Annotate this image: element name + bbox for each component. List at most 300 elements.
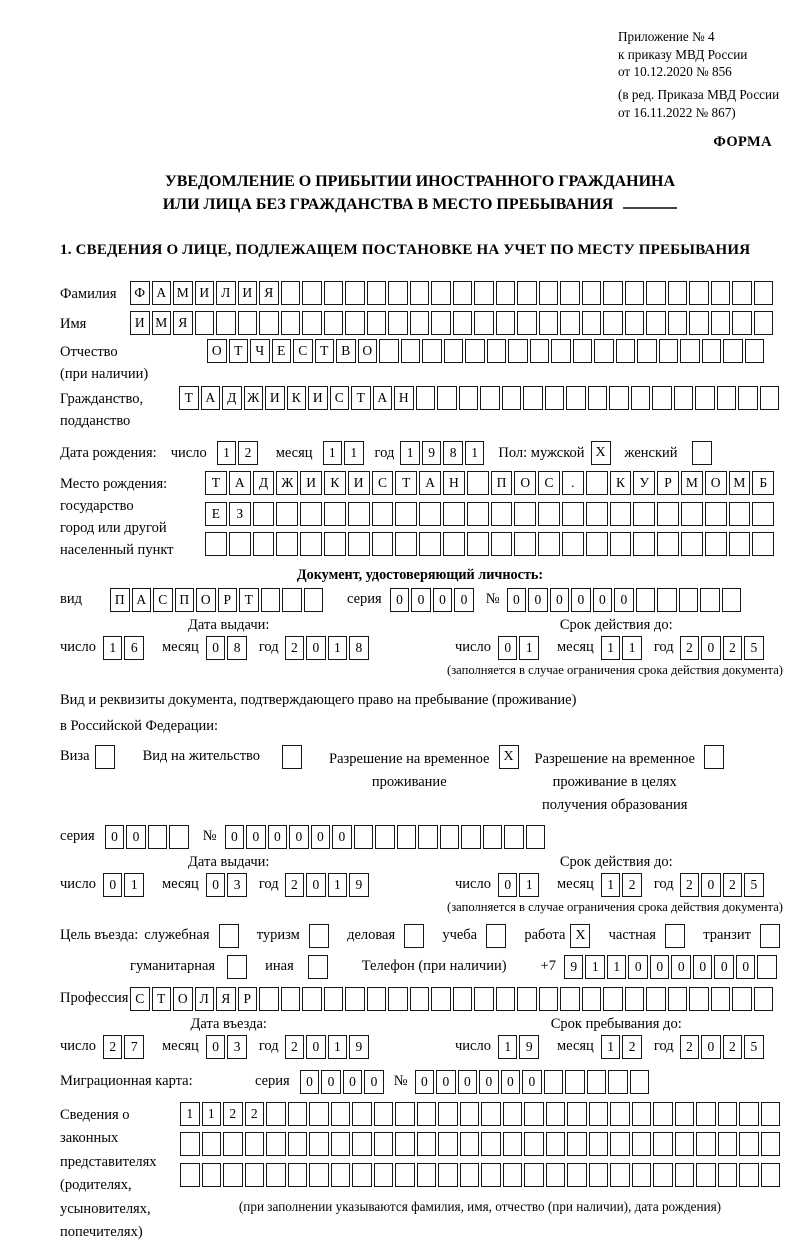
char-cell[interactable]: [229, 532, 251, 556]
char-cell[interactable]: [702, 339, 722, 363]
char-cell[interactable]: [761, 1132, 781, 1156]
char-cell[interactable]: Я: [259, 281, 279, 305]
char-cell[interactable]: Р: [238, 987, 258, 1011]
char-cell[interactable]: 0: [289, 825, 309, 849]
char-cell[interactable]: [754, 281, 774, 305]
char-cell[interactable]: [632, 1102, 652, 1126]
char-cell[interactable]: [739, 1132, 759, 1156]
char-cell[interactable]: А: [201, 386, 221, 410]
char-cell[interactable]: О: [207, 339, 227, 363]
char-cell[interactable]: [565, 1070, 585, 1094]
char-cell[interactable]: .: [562, 471, 584, 495]
char-cell[interactable]: [288, 1102, 308, 1126]
char-cell[interactable]: 0: [498, 636, 518, 660]
char-cell[interactable]: 3: [227, 1035, 247, 1059]
char-cell[interactable]: 0: [671, 955, 691, 979]
char-cell[interactable]: 0: [501, 1070, 521, 1094]
char-cell[interactable]: 6: [124, 636, 144, 660]
char-cell[interactable]: [302, 311, 322, 335]
char-cell[interactable]: О: [358, 339, 378, 363]
char-cell[interactable]: 0: [714, 955, 734, 979]
char-cell[interactable]: [261, 588, 281, 612]
char-cell[interactable]: 1: [498, 1035, 518, 1059]
char-cell[interactable]: 2: [238, 441, 258, 465]
char-cell[interactable]: [696, 1102, 716, 1126]
char-cell[interactable]: 0: [321, 1070, 341, 1094]
char-cell[interactable]: [539, 987, 559, 1011]
char-cell[interactable]: [567, 1132, 587, 1156]
char-cell[interactable]: [659, 339, 679, 363]
char-cell[interactable]: [302, 987, 322, 1011]
char-cell[interactable]: [276, 502, 298, 526]
char-cell[interactable]: [589, 1163, 609, 1187]
char-cell[interactable]: [245, 1163, 265, 1187]
char-cell[interactable]: [560, 311, 580, 335]
char-cell[interactable]: [345, 281, 365, 305]
char-cell[interactable]: К: [610, 471, 632, 495]
char-cell[interactable]: 1: [328, 873, 348, 897]
char-cell[interactable]: Ч: [250, 339, 270, 363]
char-cell[interactable]: А: [373, 386, 393, 410]
char-cell[interactable]: [681, 502, 703, 526]
char-cell[interactable]: Ф: [130, 281, 150, 305]
char-cell[interactable]: [331, 1163, 351, 1187]
char-cell[interactable]: [253, 502, 275, 526]
char-cell[interactable]: А: [152, 281, 172, 305]
char-cell[interactable]: [437, 386, 457, 410]
char-cell[interactable]: [681, 532, 703, 556]
char-cell[interactable]: [675, 1132, 695, 1156]
char-cell[interactable]: [417, 1102, 437, 1126]
char-cell[interactable]: И: [195, 281, 215, 305]
char-cell[interactable]: 2: [622, 873, 642, 897]
char-cell[interactable]: Т: [395, 471, 417, 495]
char-cell[interactable]: [689, 311, 709, 335]
char-cell[interactable]: 0: [650, 955, 670, 979]
char-cell[interactable]: [582, 311, 602, 335]
char-cell[interactable]: [460, 1163, 480, 1187]
temp-residence-checkbox[interactable]: X: [499, 745, 519, 769]
char-cell[interactable]: [379, 339, 399, 363]
char-cell[interactable]: Т: [152, 987, 172, 1011]
char-cell[interactable]: 5: [744, 1035, 764, 1059]
char-cell[interactable]: [372, 532, 394, 556]
char-cell[interactable]: [205, 532, 227, 556]
char-cell[interactable]: [216, 311, 236, 335]
visa-checkbox[interactable]: [95, 745, 115, 769]
char-cell[interactable]: [711, 987, 731, 1011]
char-cell[interactable]: 2: [723, 1035, 743, 1059]
char-cell[interactable]: Ж: [276, 471, 298, 495]
char-cell[interactable]: [653, 1132, 673, 1156]
char-cell[interactable]: 0: [436, 1070, 456, 1094]
char-cell[interactable]: [657, 502, 679, 526]
char-cell[interactable]: [395, 532, 417, 556]
char-cell[interactable]: [526, 825, 546, 849]
char-cell[interactable]: [388, 311, 408, 335]
char-cell[interactable]: [503, 1163, 523, 1187]
char-cell[interactable]: [546, 1163, 566, 1187]
char-cell[interactable]: П: [491, 471, 513, 495]
char-cell[interactable]: [508, 339, 528, 363]
char-cell[interactable]: 0: [528, 588, 548, 612]
char-cell[interactable]: [180, 1132, 200, 1156]
char-cell[interactable]: [610, 1163, 630, 1187]
char-cell[interactable]: [487, 339, 507, 363]
char-cell[interactable]: [395, 1102, 415, 1126]
char-cell[interactable]: [481, 1163, 501, 1187]
char-cell[interactable]: 0: [126, 825, 146, 849]
char-cell[interactable]: С: [372, 471, 394, 495]
char-cell[interactable]: 2: [103, 1035, 123, 1059]
char-cell[interactable]: 0: [306, 873, 326, 897]
char-cell[interactable]: [700, 588, 720, 612]
char-cell[interactable]: [582, 987, 602, 1011]
char-cell[interactable]: [757, 955, 777, 979]
char-cell[interactable]: С: [293, 339, 313, 363]
char-cell[interactable]: 0: [206, 873, 226, 897]
char-cell[interactable]: [679, 588, 699, 612]
char-cell[interactable]: 1: [328, 1035, 348, 1059]
char-cell[interactable]: [460, 1102, 480, 1126]
char-cell[interactable]: 0: [458, 1070, 478, 1094]
char-cell[interactable]: [375, 825, 395, 849]
char-cell[interactable]: 0: [479, 1070, 499, 1094]
char-cell[interactable]: [524, 1102, 544, 1126]
char-cell[interactable]: 9: [519, 1035, 539, 1059]
char-cell[interactable]: 0: [571, 588, 591, 612]
char-cell[interactable]: [631, 386, 651, 410]
char-cell[interactable]: [395, 502, 417, 526]
char-cell[interactable]: [483, 825, 503, 849]
char-cell[interactable]: Е: [272, 339, 292, 363]
char-cell[interactable]: [586, 532, 608, 556]
char-cell[interactable]: [711, 311, 731, 335]
char-cell[interactable]: П: [175, 588, 195, 612]
char-cell[interactable]: [680, 339, 700, 363]
char-cell[interactable]: [324, 281, 344, 305]
char-cell[interactable]: М: [729, 471, 751, 495]
char-cell[interactable]: Т: [351, 386, 371, 410]
char-cell[interactable]: [496, 311, 516, 335]
char-cell[interactable]: 8: [227, 636, 247, 660]
char-cell[interactable]: О: [705, 471, 727, 495]
purpose-study-checkbox[interactable]: [486, 924, 506, 948]
char-cell[interactable]: Ж: [244, 386, 264, 410]
char-cell[interactable]: 0: [507, 588, 527, 612]
char-cell[interactable]: [259, 987, 279, 1011]
char-cell[interactable]: О: [514, 471, 536, 495]
char-cell[interactable]: [646, 281, 666, 305]
char-cell[interactable]: 2: [680, 873, 700, 897]
char-cell[interactable]: [443, 502, 465, 526]
char-cell[interactable]: [603, 281, 623, 305]
char-cell[interactable]: 1: [217, 441, 237, 465]
char-cell[interactable]: [586, 502, 608, 526]
char-cell[interactable]: 1: [519, 873, 539, 897]
char-cell[interactable]: [636, 588, 656, 612]
char-cell[interactable]: [496, 281, 516, 305]
char-cell[interactable]: Р: [218, 588, 238, 612]
char-cell[interactable]: [282, 588, 302, 612]
char-cell[interactable]: 1: [103, 636, 123, 660]
char-cell[interactable]: 1: [180, 1102, 200, 1126]
char-cell[interactable]: [625, 987, 645, 1011]
char-cell[interactable]: [309, 1163, 329, 1187]
char-cell[interactable]: 2: [622, 1035, 642, 1059]
char-cell[interactable]: [566, 386, 586, 410]
char-cell[interactable]: Р: [657, 471, 679, 495]
char-cell[interactable]: [253, 532, 275, 556]
char-cell[interactable]: М: [173, 281, 193, 305]
char-cell[interactable]: [345, 311, 365, 335]
char-cell[interactable]: [544, 1070, 564, 1094]
char-cell[interactable]: [657, 532, 679, 556]
char-cell[interactable]: [517, 987, 537, 1011]
temp-residence-edu-checkbox[interactable]: [704, 745, 724, 769]
char-cell[interactable]: [517, 311, 537, 335]
char-cell[interactable]: [417, 1132, 437, 1156]
char-cell[interactable]: [367, 281, 387, 305]
char-cell[interactable]: [668, 987, 688, 1011]
char-cell[interactable]: [238, 311, 258, 335]
char-cell[interactable]: [539, 311, 559, 335]
char-cell[interactable]: 2: [723, 636, 743, 660]
char-cell[interactable]: 1: [124, 873, 144, 897]
char-cell[interactable]: [588, 386, 608, 410]
char-cell[interactable]: [467, 471, 489, 495]
char-cell[interactable]: [374, 1163, 394, 1187]
purpose-other-checkbox[interactable]: [308, 955, 328, 979]
char-cell[interactable]: [348, 502, 370, 526]
char-cell[interactable]: [397, 825, 417, 849]
char-cell[interactable]: [653, 1102, 673, 1126]
purpose-transit-checkbox[interactable]: [760, 924, 780, 948]
char-cell[interactable]: [460, 1132, 480, 1156]
char-cell[interactable]: [288, 1163, 308, 1187]
char-cell[interactable]: Н: [394, 386, 414, 410]
char-cell[interactable]: 0: [693, 955, 713, 979]
char-cell[interactable]: Т: [239, 588, 259, 612]
char-cell[interactable]: 2: [223, 1102, 243, 1126]
char-cell[interactable]: [646, 987, 666, 1011]
char-cell[interactable]: [418, 825, 438, 849]
sex-female-checkbox[interactable]: [692, 441, 712, 465]
char-cell[interactable]: [431, 281, 451, 305]
char-cell[interactable]: [348, 532, 370, 556]
char-cell[interactable]: [276, 532, 298, 556]
char-cell[interactable]: [367, 311, 387, 335]
char-cell[interactable]: [354, 825, 374, 849]
char-cell[interactable]: [625, 311, 645, 335]
char-cell[interactable]: С: [153, 588, 173, 612]
char-cell[interactable]: [453, 311, 473, 335]
char-cell[interactable]: [739, 1102, 759, 1126]
char-cell[interactable]: [324, 987, 344, 1011]
char-cell[interactable]: [653, 1163, 673, 1187]
char-cell[interactable]: [309, 1102, 329, 1126]
char-cell[interactable]: [148, 825, 168, 849]
char-cell[interactable]: [689, 281, 709, 305]
char-cell[interactable]: [718, 1102, 738, 1126]
char-cell[interactable]: [388, 281, 408, 305]
char-cell[interactable]: И: [238, 281, 258, 305]
char-cell[interactable]: [331, 1132, 351, 1156]
char-cell[interactable]: 0: [390, 588, 410, 612]
char-cell[interactable]: [610, 532, 632, 556]
char-cell[interactable]: [587, 1070, 607, 1094]
char-cell[interactable]: [374, 1132, 394, 1156]
char-cell[interactable]: 1: [585, 955, 605, 979]
char-cell[interactable]: [481, 1132, 501, 1156]
char-cell[interactable]: [169, 825, 189, 849]
char-cell[interactable]: [560, 281, 580, 305]
char-cell[interactable]: [438, 1102, 458, 1126]
char-cell[interactable]: 9: [564, 955, 584, 979]
char-cell[interactable]: [438, 1163, 458, 1187]
char-cell[interactable]: [438, 1132, 458, 1156]
char-cell[interactable]: [417, 1163, 437, 1187]
char-cell[interactable]: [503, 1132, 523, 1156]
char-cell[interactable]: [491, 532, 513, 556]
char-cell[interactable]: 1: [607, 955, 627, 979]
char-cell[interactable]: [675, 1102, 695, 1126]
char-cell[interactable]: [630, 1070, 650, 1094]
char-cell[interactable]: [608, 1070, 628, 1094]
char-cell[interactable]: [419, 532, 441, 556]
char-cell[interactable]: 1: [328, 636, 348, 660]
char-cell[interactable]: [530, 339, 550, 363]
char-cell[interactable]: 2: [245, 1102, 265, 1126]
char-cell[interactable]: [752, 502, 774, 526]
char-cell[interactable]: [474, 987, 494, 1011]
char-cell[interactable]: [594, 339, 614, 363]
char-cell[interactable]: [410, 987, 430, 1011]
char-cell[interactable]: [689, 987, 709, 1011]
char-cell[interactable]: [539, 281, 559, 305]
char-cell[interactable]: И: [300, 471, 322, 495]
char-cell[interactable]: [202, 1163, 222, 1187]
char-cell[interactable]: [443, 532, 465, 556]
char-cell[interactable]: [474, 311, 494, 335]
char-cell[interactable]: 1: [465, 441, 485, 465]
char-cell[interactable]: [223, 1132, 243, 1156]
char-cell[interactable]: 2: [285, 1035, 305, 1059]
char-cell[interactable]: [609, 386, 629, 410]
char-cell[interactable]: [223, 1163, 243, 1187]
char-cell[interactable]: [202, 1132, 222, 1156]
char-cell[interactable]: 9: [422, 441, 442, 465]
char-cell[interactable]: 2: [680, 636, 700, 660]
sex-male-checkbox[interactable]: X: [591, 441, 611, 465]
char-cell[interactable]: 0: [246, 825, 266, 849]
char-cell[interactable]: З: [229, 502, 251, 526]
char-cell[interactable]: [352, 1102, 372, 1126]
char-cell[interactable]: [567, 1102, 587, 1126]
char-cell[interactable]: [496, 987, 516, 1011]
char-cell[interactable]: Т: [315, 339, 335, 363]
char-cell[interactable]: [352, 1132, 372, 1156]
char-cell[interactable]: 0: [628, 955, 648, 979]
char-cell[interactable]: И: [265, 386, 285, 410]
char-cell[interactable]: Л: [216, 281, 236, 305]
char-cell[interactable]: [300, 502, 322, 526]
char-cell[interactable]: [674, 386, 694, 410]
char-cell[interactable]: [524, 1132, 544, 1156]
char-cell[interactable]: [761, 1163, 781, 1187]
purpose-commercial-checkbox[interactable]: [404, 924, 424, 948]
char-cell[interactable]: [586, 471, 608, 495]
char-cell[interactable]: [722, 588, 742, 612]
char-cell[interactable]: [444, 339, 464, 363]
char-cell[interactable]: 1: [622, 636, 642, 660]
char-cell[interactable]: 0: [206, 1035, 226, 1059]
char-cell[interactable]: [367, 987, 387, 1011]
char-cell[interactable]: [729, 532, 751, 556]
char-cell[interactable]: 0: [300, 1070, 320, 1094]
char-cell[interactable]: [603, 311, 623, 335]
char-cell[interactable]: 1: [344, 441, 364, 465]
char-cell[interactable]: 8: [349, 636, 369, 660]
char-cell[interactable]: [668, 311, 688, 335]
char-cell[interactable]: [395, 1163, 415, 1187]
char-cell[interactable]: Е: [205, 502, 227, 526]
char-cell[interactable]: [372, 502, 394, 526]
char-cell[interactable]: 1: [519, 636, 539, 660]
char-cell[interactable]: [739, 1163, 759, 1187]
char-cell[interactable]: [560, 987, 580, 1011]
char-cell[interactable]: [729, 502, 751, 526]
char-cell[interactable]: [732, 311, 752, 335]
purpose-humanitarian-checkbox[interactable]: [227, 955, 247, 979]
char-cell[interactable]: [718, 1132, 738, 1156]
char-cell[interactable]: [395, 1132, 415, 1156]
char-cell[interactable]: [646, 311, 666, 335]
char-cell[interactable]: У: [633, 471, 655, 495]
char-cell[interactable]: 0: [701, 636, 721, 660]
char-cell[interactable]: 2: [285, 873, 305, 897]
char-cell[interactable]: 5: [744, 636, 764, 660]
char-cell[interactable]: [637, 339, 657, 363]
char-cell[interactable]: [266, 1163, 286, 1187]
char-cell[interactable]: М: [681, 471, 703, 495]
char-cell[interactable]: [567, 1163, 587, 1187]
char-cell[interactable]: Д: [253, 471, 275, 495]
char-cell[interactable]: [754, 987, 774, 1011]
char-cell[interactable]: [309, 1132, 329, 1156]
char-cell[interactable]: [633, 502, 655, 526]
char-cell[interactable]: 0: [736, 955, 756, 979]
char-cell[interactable]: 2: [723, 873, 743, 897]
char-cell[interactable]: [491, 502, 513, 526]
char-cell[interactable]: 2: [285, 636, 305, 660]
char-cell[interactable]: [761, 1102, 781, 1126]
char-cell[interactable]: К: [324, 471, 346, 495]
char-cell[interactable]: [745, 339, 765, 363]
char-cell[interactable]: [422, 339, 442, 363]
char-cell[interactable]: [551, 339, 571, 363]
char-cell[interactable]: 0: [206, 636, 226, 660]
char-cell[interactable]: 0: [498, 873, 518, 897]
char-cell[interactable]: [668, 281, 688, 305]
char-cell[interactable]: 1: [400, 441, 420, 465]
char-cell[interactable]: 0: [454, 588, 474, 612]
char-cell[interactable]: О: [173, 987, 193, 1011]
char-cell[interactable]: В: [336, 339, 356, 363]
char-cell[interactable]: 0: [268, 825, 288, 849]
char-cell[interactable]: К: [287, 386, 307, 410]
char-cell[interactable]: Л: [195, 987, 215, 1011]
